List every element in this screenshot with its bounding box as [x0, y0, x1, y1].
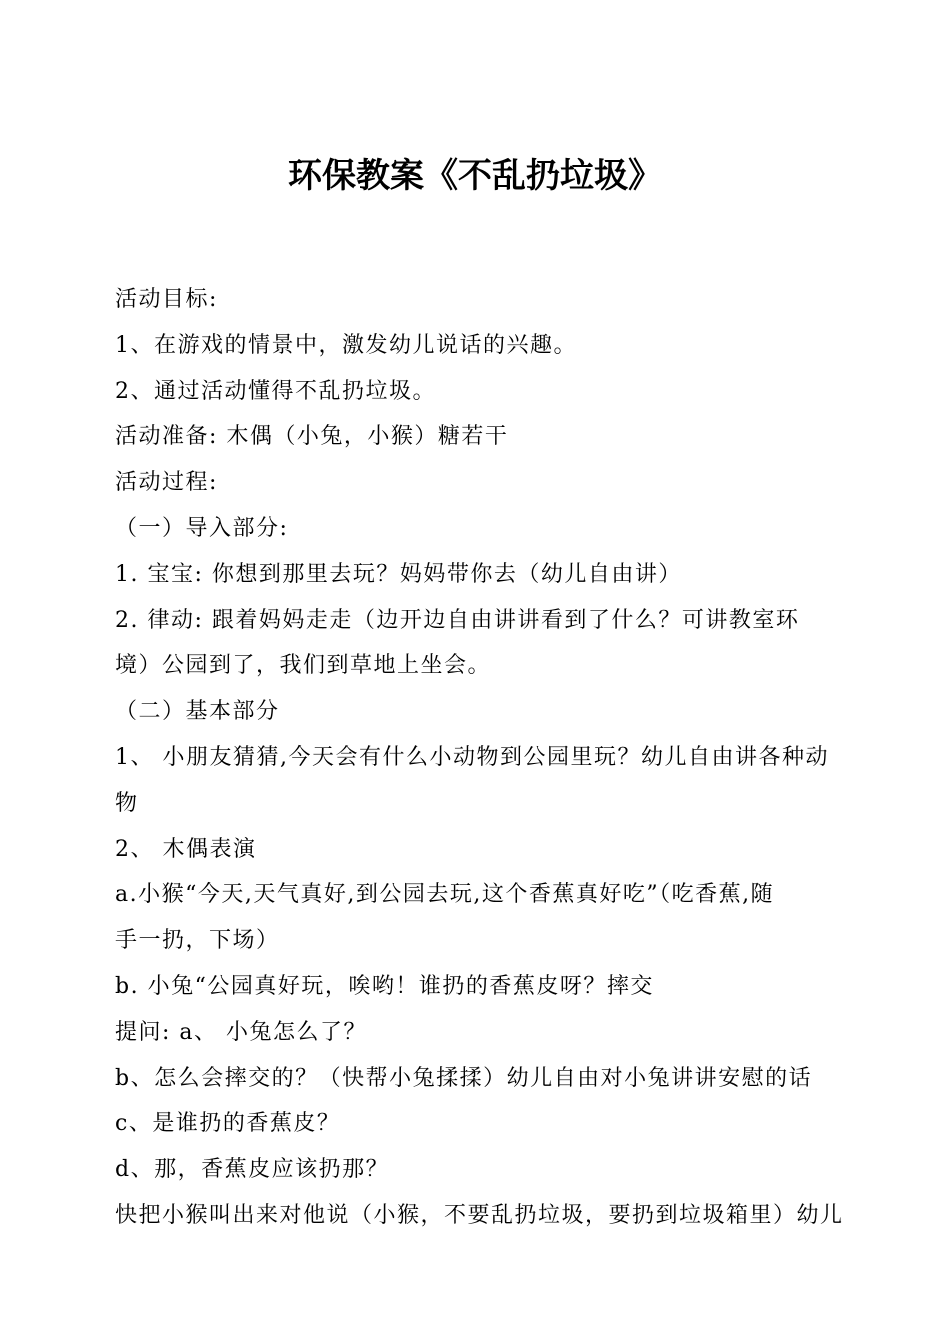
text-line: 活动过程: — [115, 470, 218, 496]
text-line: 2. 律动: 跟着妈妈走走（边开边自由讲讲看到了什么？可讲教室环 — [115, 607, 800, 633]
text-line: 2、通过活动懂得不乱扔垃圾。 — [115, 378, 436, 404]
text-line: 活动准备: 木偶（小兔，小猴）糖若干 — [115, 424, 509, 450]
text-line: c、是谁扔的香蕉皮？ — [115, 1111, 341, 1137]
text-line: （一）导入部分: — [115, 515, 289, 541]
document-title: 环保教案《不乱扔垃圾》 — [288, 156, 662, 196]
text-line: 1、在游戏的情景中，激发幼儿说话的兴趣。 — [115, 332, 577, 358]
text-line: （二）基本部分 — [115, 699, 280, 725]
text-line: 手一扔，下场） — [115, 928, 280, 954]
text-line: b、怎么会摔交的？（快帮小兔揉揉）幼儿自由对小兔讲讲安慰的话 — [115, 1065, 813, 1091]
document-body — [115, 277, 844, 1239]
text-line: 物 — [115, 790, 139, 816]
text-line: 快把小猴叫出来对他说（小猴，不要乱扔垃圾，要扔到垃圾箱里）幼儿 — [115, 1202, 844, 1228]
text-line: 1. 宝宝: 你想到那里去玩？妈妈带你去（幼儿自由讲） — [115, 561, 682, 587]
text-line: d、那，香蕉皮应该扔那？ — [115, 1157, 390, 1183]
text-line: 活动目标: — [115, 287, 218, 312]
text-line: a.小猴“今天,天气真好,到公园去玩,这个香蕉真好吃”（吃香蕉,随 — [115, 882, 775, 908]
text-line: 2、 木偶表演 — [115, 836, 257, 862]
text-line: 提问: a、 小兔怎么了？ — [115, 1019, 368, 1045]
text-line: 境）公园到了，我们到草地上坐会。 — [115, 653, 492, 679]
text-line: 1、 小朋友猜猜,今天会有什么小动物到公园里玩？幼儿自由讲各种动 — [115, 744, 829, 770]
text-line: b. 小兔“公园真好玩，唉哟！谁扔的香蕉皮呀？摔交 — [115, 973, 654, 999]
